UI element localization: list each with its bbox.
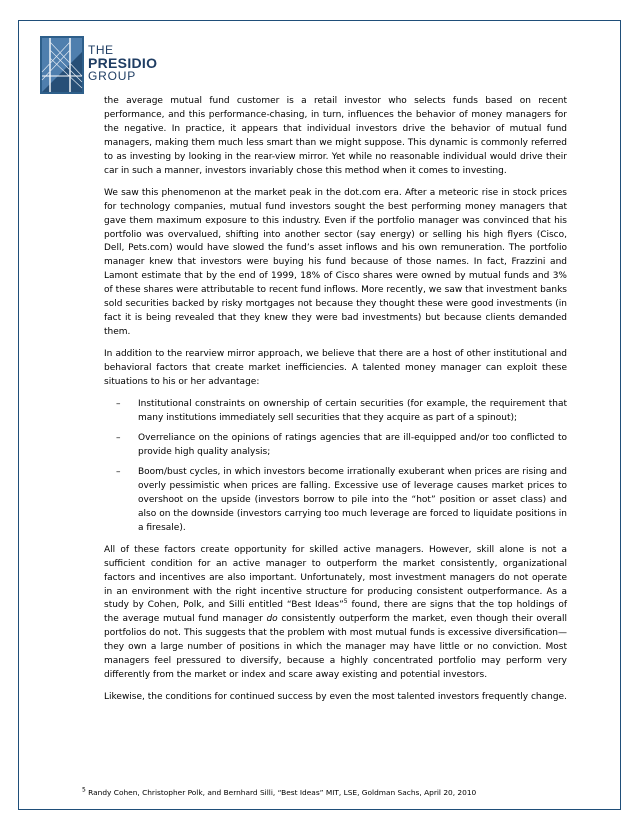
logo-line-group: GROUP (88, 69, 137, 83)
paragraph-2: We saw this phenomenon at the market peak in the dot.com era. After a meteoric rise in stock prices for technology companies, mutual fund investors sought the best performing money managers that gave them maximum exposure to this industry. Even if the portfolio manager was convinced that his portfolio was overvalued, shifting into another sector (say energy) or selling his high flyers (Cisco, Dell, Pets.com) would have slowed the fund’s asset inflows and his own remuneration. The portfolio manager knew that investors were buying his fund because of those names. In fact, Frazzini and Lamont estimate that by the end of 1999, 18% of Cisco shares were owned by mutual funds and 3% of these shares were attributable to recent fund inflows. More recently, we saw that investment banks sold securities backed by risky mortgages not because they thought these were good investments (in fact it is being revealed that they knew they were bad investments) but because clients demanded them. (104, 187, 567, 337)
footnote-text: Randy Cohen, Christopher Polk, and Bernhard Silli, “Best Ideas” MIT, LSE, Goldman Sachs, April 20, 2010 (85, 788, 477, 797)
bullet-text-3: Boom/bust cycles, in which investors become irrationally exuberant when prices are rising and overly pessimistic when prices are falling. Excessive use of leverage causes market prices to overshoot on the upside (investors borrow to pile into the “hot” position or asset class) and also on the downside (investors carrying too much leverage are forced to liquidate positions in a firesale). (138, 466, 567, 533)
bullet-item (104, 466, 567, 536)
bullet-dash: – (116, 466, 121, 477)
bullet-text-1: Institutional constraints on ownership of certain securities (for example, the requirement that many institutions immediately sell securities that they acquire as part of a spinout); (138, 399, 567, 424)
body-text (104, 95, 567, 714)
bullet-item (104, 432, 567, 460)
paragraph-5: Likewise, the conditions for continued success by even the most talented investors frequently change. (104, 692, 567, 703)
bullet-text-2: Overreliance on the opinions of ratings agencies that are ill-equipped and/or too conflicted to provide high quality analysis; (138, 433, 567, 458)
footnote-number: 5 (82, 786, 86, 794)
paragraph-4-part-b: found, there are signs that the top holdings of the average mutual fund manager (104, 600, 567, 625)
paragraph-4-part-a: All of these factors create opportunity for skilled active managers. However, skill alone is not a sufficient condition for an active manager to outperform the market consistently, organizational factors and incentives are also important. Unfortunately, most investment managers do not operate in an environment with the right incentive structure for producing consistent outperformance. As a study by Cohen, Polk, and Silli entitled “Best Ideas” (104, 544, 567, 611)
bullet-dash: – (116, 399, 121, 410)
bullet-item (104, 398, 567, 426)
presidio-logo (40, 32, 200, 94)
paragraph-3: In addition to the rearview mirror approach, we believe that there are a host of other institutional and behavioral factors that create market inefficiencies. A talented money manager can exploit these situations to his or her advantage: (104, 349, 567, 387)
logo-line-presidio: PRESIDIO (88, 55, 158, 71)
paragraph-4-part-c: consistently outperform the market, even though their overall portfolios do not. This suggests that the problem with most mutual funds is excessive diversification—they own a large number of positions in which the manager may have little or no conviction. Most managers feel pressured to diversify, because a highly concentrated portfolio may perform very differently from the market or index and scare away existing and potential investors. (104, 614, 567, 680)
footnote (82, 788, 562, 797)
bridge-logo-icon (40, 32, 84, 94)
logo-line-the: THE (88, 43, 114, 57)
emphasis-do: do (266, 614, 278, 625)
bullet-list (104, 398, 567, 535)
footnote-reference[interactable]: 5 (343, 598, 348, 606)
bullet-dash: – (116, 433, 121, 444)
paragraph-1: the average mutual fund customer is a retail investor who selects funds based on recent performance, and this performance-chasing, in turn, influences the behavior of money managers for the negative. In practice, it appears that individual investors drive the behavior of mutual fund managers, making them much less smart than we might suppose. This dynamic is commonly referred to as investing by looking in the rear-view mirror. Yet while no reasonable individual would drive their car in such a manner, investors invariably chose this method when it comes to investing. (104, 96, 567, 176)
paragraph-4 (104, 544, 567, 683)
logo-wordmark (88, 44, 157, 83)
